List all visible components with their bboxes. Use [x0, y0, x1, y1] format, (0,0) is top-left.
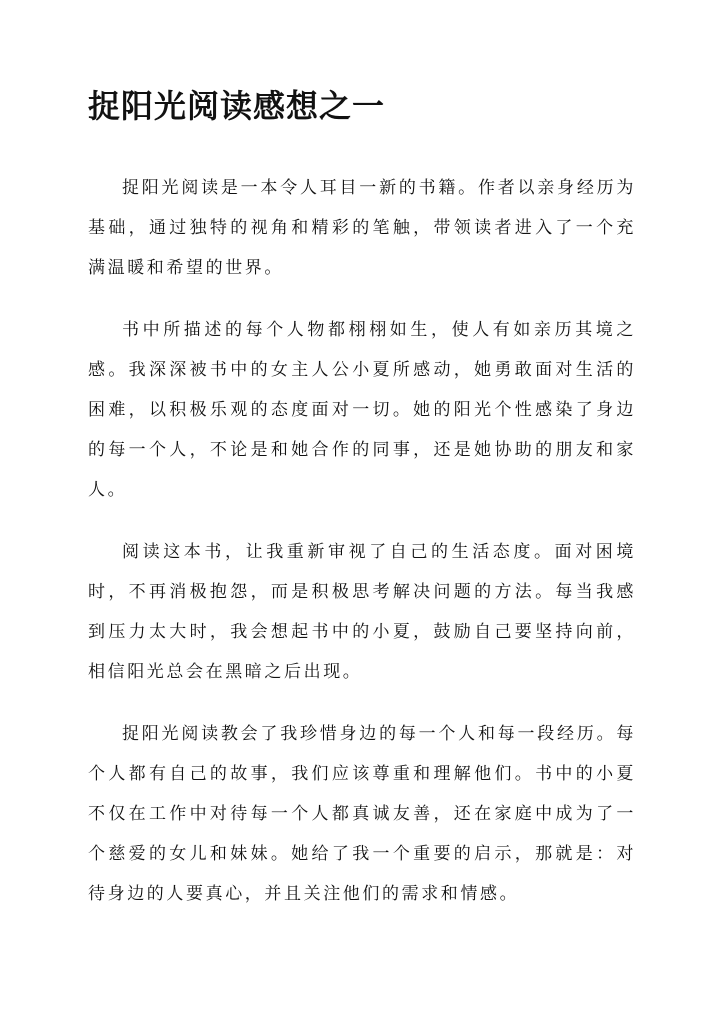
document-body: [88, 168, 636, 936]
paragraph-2: 书中所描述的每个人物都栩栩如生，使人有如亲历其境之感。我深深被书中的女主人公小夏所感动，她勇敢面对生活的困难，以积极乐观的态度面对一切。她的阳光个性感染了身边的每一个人，不论是和她合作的同事，还是她协助的朋友和家人。: [88, 320, 636, 500]
paragraph-4: 捉阳光阅读教会了我珍惜身边的每一个人和每一段经历。每个人都有自己的故事，我们应该尊重和理解他们。书中的小夏不仅在工作中对待每一个人都真诚友善，还在家庭中成为了一个慈爱的女儿和妹妹。她给了我一个重要的启示，那就是：对待身边的人要真心，并且关注他们的需求和情感。: [88, 724, 636, 904]
paragraph-1: 捉阳光阅读是一本令人耳目一新的书籍。作者以亲身经历为基础，通过独特的视角和精彩的笔触，带领读者进入了一个充满温暖和希望的世界。: [88, 178, 636, 278]
document-title: 捉阳光阅读感想之一: [88, 87, 386, 125]
paragraph-3: 阅读这本书，让我重新审视了自己的生活态度。面对困境时，不再消极抱怨，而是积极思考解决问题的方法。每当我感到压力太大时，我会想起书中的小夏，鼓励自己要坚持向前，相信阳光总会在黑暗之后出现。: [88, 542, 636, 682]
